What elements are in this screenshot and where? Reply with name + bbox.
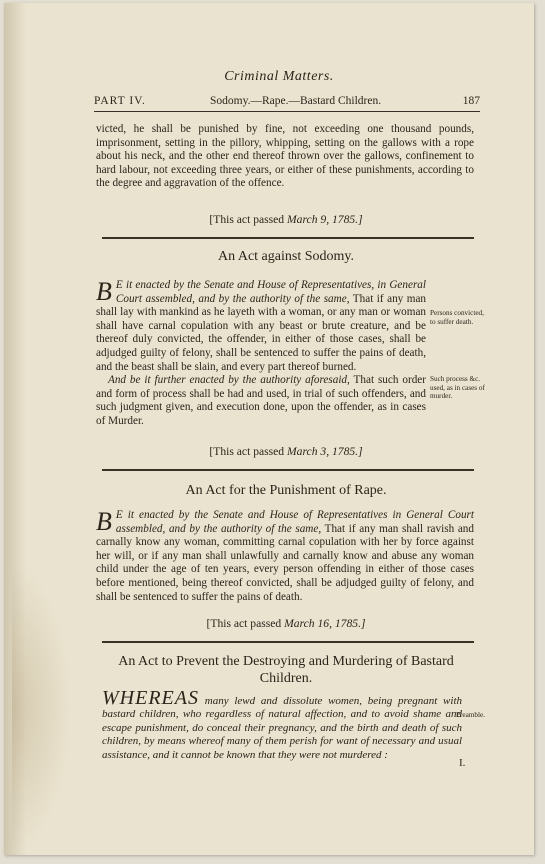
- passed-date: March 16, 1785.]: [284, 617, 366, 630]
- act-rape-body: [96, 509, 474, 604]
- section-rule-2: [102, 469, 474, 471]
- dropcap: B: [96, 507, 112, 536]
- margin-note-such-process: Such process &c. used, as in cases of murder.: [430, 375, 485, 401]
- header-topic: Sodomy.—Rape.—Bastard Children.: [210, 95, 382, 107]
- page-stain: [12, 563, 72, 853]
- passed-note-1: [96, 213, 476, 226]
- whereas-cap: WHEREAS: [102, 687, 199, 709]
- section-rule-3: [102, 641, 474, 643]
- enacting-body: That if any man shall lay with mankind as he layeth with a woman, or any man or woman shall have carnal copulation with any beast or brute creature, and be thereof duly convicted, the offender, in either of those cases, shall be adjudged guilty of felony, shall be sentenced to suffer the pains of death, and the beast shall be slain, and every part thereof burned.: [96, 292, 427, 373]
- dropcap: B: [96, 277, 112, 306]
- act-sodomy-para-1: [96, 279, 426, 374]
- further-enacted-clause: And be it further enacted by the authority aforesaid,: [108, 374, 350, 387]
- enacting-body: That if any man shall ravish and carnally know any woman, committing carnal copulation with her by force against her will, or if any man shall unlawfully and carnally know and abuse any woman child under the age of ten years, every person offending in either of those cases before mentioned, being thereof convicted, shall be adjudged guilty of felony, and shall be sentenced to suffer the pains of death.: [96, 522, 474, 603]
- book-page: [4, 3, 534, 855]
- act-sodomy-body: [96, 279, 426, 429]
- running-head: Criminal Matters.: [224, 69, 334, 84]
- passed-label: [This act passed: [209, 213, 285, 226]
- act-title-rape: An Act for the Punishment of Rape.: [185, 483, 387, 498]
- page-number: 187: [462, 95, 480, 107]
- whereas-body: many lewd and dissolute women, being pregnant with bastard children, who regardless of natural affection, and to avoid shame and escape punishment, do conceal their pregnancy, and the birth and death of such children, by means whereof many of them perish for want of necessary and usual assistance, and it cannot be known that they were not murdered :: [102, 695, 463, 761]
- passed-date: March 3, 1785.]: [287, 445, 363, 458]
- page-header: [94, 95, 480, 111]
- passed-date: March 9, 1785.]: [287, 213, 363, 226]
- margin-note-preamble: Preamble.: [456, 711, 485, 719]
- act-title-sodomy: An Act against Sodomy.: [218, 249, 354, 264]
- continued-paragraph: victed, he shall be punished by fine, not exceeding one thousand pounds, imprisonment, setting in the pillory, whipping, setting on the gallows with a rope about his neck, and the other end thereof thrown over the gallows, confinement to hard labour, not exceeding three years, or either of these punishments, according to the degree and aggravation of the offence.: [96, 123, 474, 190]
- continued-text: [96, 123, 474, 191]
- enacting-clause: E it enacted by the Senate and House of Representatives, in General Court assembled, and by the authority of the same,: [115, 279, 426, 305]
- further-enacted-body: That such order and form of process shall be had and used, in trial of such offenders, and such judgment given, and execution done, upon the offender, as in cases of Murder.: [96, 374, 426, 427]
- section-rule-1: [102, 237, 474, 239]
- act-sodomy-para-2: [96, 374, 426, 428]
- passed-label: [This act passed: [209, 445, 285, 458]
- enacting-clause: E it enacted by the Senate and House of Representatives in General Court assembled, and by the authority of the same,: [115, 509, 474, 535]
- act-title-bastard-children: An Act to Prevent the Destroying and Murdering of Bastard Children.: [118, 654, 454, 686]
- header-rule: [94, 111, 480, 112]
- catchword: I.: [459, 757, 466, 769]
- margin-note-persons-convicted: Persons convicted, to suffer death.: [430, 309, 484, 326]
- act-rape-para: [96, 509, 474, 604]
- passed-note-2: [96, 445, 476, 458]
- part-label: PART IV.: [94, 95, 146, 107]
- passed-note-3: [96, 617, 476, 630]
- passed-label: [This act passed: [206, 617, 282, 630]
- preamble-text: [102, 687, 463, 762]
